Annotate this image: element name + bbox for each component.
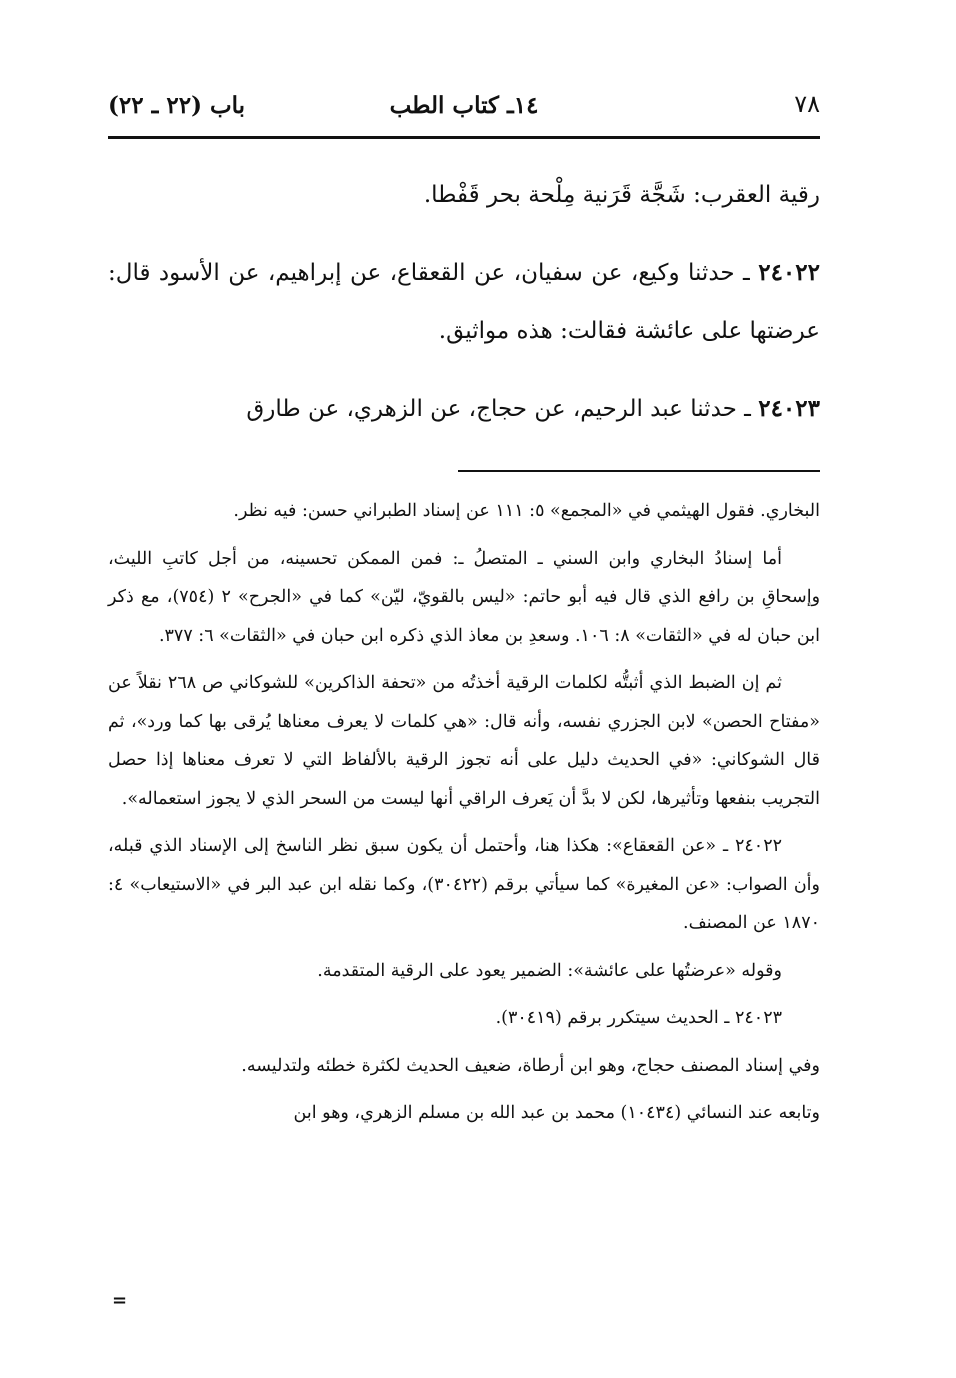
footnote-divider — [458, 470, 820, 472]
ruqya-line: رقية العقرب: شَجَّة قَرَنية مِلْحة بحر قَفْطا. — [423, 182, 820, 208]
footnote-paragraph: وفي إسناد المصنف حجاج، وهو ابن أرطاة، ضعيف الحديث لكثرة خطئه ولتدليسه. — [241, 1055, 820, 1076]
hadith-text: ـ حدثنا عبد الرحيم، عن حجاج، عن الزهري، عن طارق — [246, 396, 759, 422]
footnote-paragraph: وقوله «عرضتُها على عائشة»: الضمير يعود على الرقية المتقدمة. — [317, 960, 782, 981]
footnote-paragraph: ٢٤٠٢٣ ـ الحديث سيتكرر برقم (٣٠٤١٩). — [495, 1008, 782, 1028]
section-title: باب (٢٢ ـ ٢٢) — [108, 92, 246, 119]
document-page — [108, 0, 820, 1378]
hadith-24022 — [108, 244, 820, 360]
header-divider — [108, 136, 820, 139]
main-text — [108, 166, 820, 458]
footnote-paragraph: البخاري. فقول الهيثمي في «المجمع» ٥: ١١١ عن إسناد الطبراني حسن: فيه نظر. — [233, 501, 820, 521]
page-number: ٧٨ — [794, 90, 820, 118]
page-header — [108, 88, 820, 128]
hadith-number: ٢٤٠٢٢ — [758, 259, 820, 286]
chapter-title: ١٤ـ كتاب الطب — [389, 92, 539, 119]
hadith-text: ـ حدثنا وكيع، عن سفيان، عن القعقاع، عن إبراهيم، عن الأسود قال: عرضتها على عائشة فقالت: هذه مواثيق. — [108, 260, 820, 344]
footnotes — [108, 492, 820, 1142]
footnote-paragraph: ثم إن الضبط الذي أثبتُّه لكلمات الرقية أخذتُه من «تحفة الذاكرين» للشوكاني ص ٢٦٨ نقلاً عن «مفتاح الحصن» لابن الجزري نفسه، وأنه قال: «هي كلمات لا يعرف معناها يُرقى بها كما ورد»، ثم قال الشوكاني: «في الحديث دليل على أنه تجوز الرقية بالألفاظ التي لا تعرف معناها إذا حصل التجريب بنفعها وتأثيرها، لكن لا بدَّ أن يَعرف الراقي أنها ليست من السحر الذي لا يجوز استعماله». — [108, 673, 820, 809]
footnote-paragraph: ٢٤٠٢٢ ـ «عن القعقاع»: هكذا هنا، وأحتمل أن يكون سبق نظر الناسخ إلى الإسناد الذي قبله، وأن الصواب: «عن المغيرة» كما سيأتي برقم (٣٠٤٢٢)، وكما نقله ابن عبد البر في «الاستيعاب» ٤: ١٨٧٠ عن المصنف. — [108, 836, 820, 933]
hadith-24023 — [108, 380, 820, 438]
hadith-number: ٢٤٠٢٣ — [758, 395, 820, 422]
continuation-mark: = — [112, 1290, 128, 1311]
footnote-paragraph: أما إسنادُ البخاري وابن السني ـ المتصلُ ـ: فمن الممكن تحسينه، من أجل كاتبِ الليث، وإسحاقِ بن رافع الذي قال فيه أبو حاتم: «ليس بالقويّ، ليّن» كما في «الجرح» ٢ (٧٥٤)، مع ذكر ابن حبان له في «الثقات» ٨: ١٠٦. وسعدِ بن معاذ الذي ذكره ابن حبان في «الثقات» ٦: ٣٧٧. — [108, 548, 821, 646]
footnote-paragraph: وتابعه عند النسائي (١٠٤٣٤) محمد بن عبد الله بن مسلم الزهري، وهو ابن — [293, 1103, 820, 1123]
